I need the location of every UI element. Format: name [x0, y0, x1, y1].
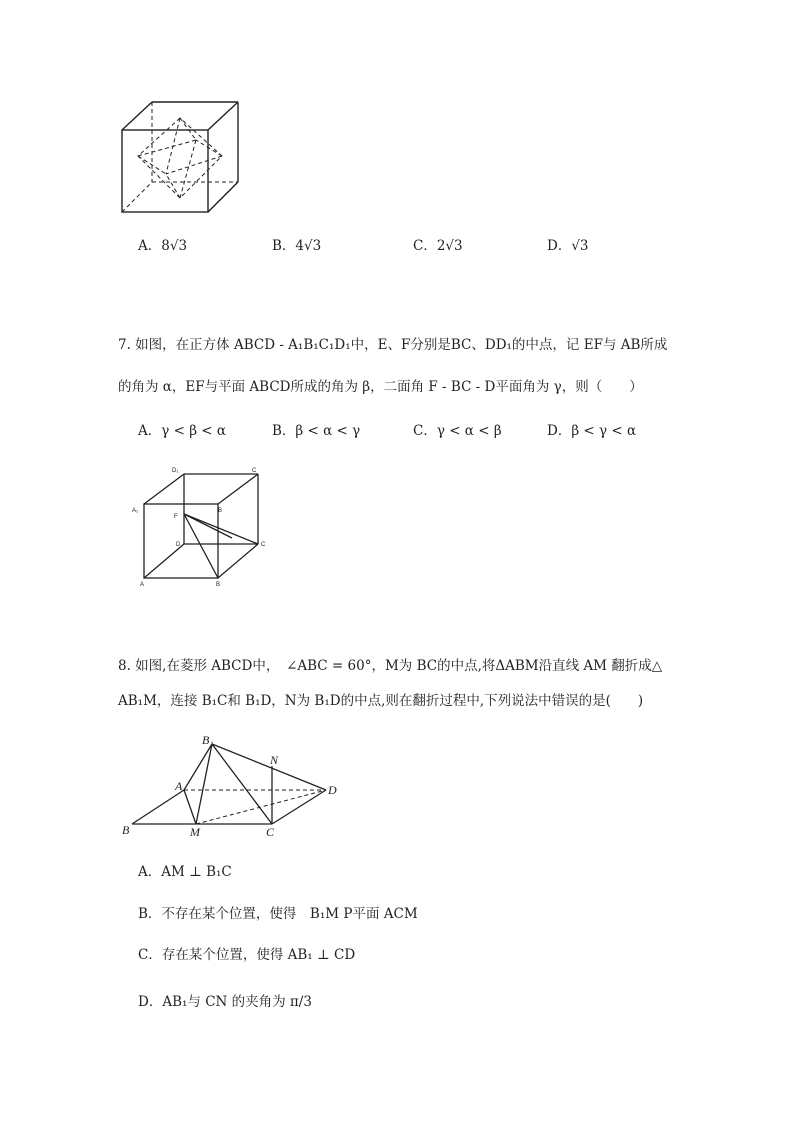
q7-option-d: D．β < γ < α: [547, 423, 637, 439]
q7-label-b: B: [216, 582, 221, 588]
q6-option-b: B．4√3: [272, 238, 322, 254]
q7-label-a: A: [140, 582, 145, 588]
q7-label-a1: A₁: [132, 508, 139, 514]
q8-stem-line2: AB₁M，连接 B₁C和 B₁D，N为 B₁D的中点,则在翻折过程中,下列说法中错误的是( ): [118, 693, 644, 709]
q7-label-d: D: [176, 542, 181, 548]
q6-option-a: A．8√3: [138, 238, 188, 254]
q7-stem-line1: 7. 如图，在正方体 ABCD - A₁B₁C₁D₁中，E、F分别是BC、DD₁的中点，记 EF与 AB所成: [118, 337, 668, 353]
q7-label-c: C: [261, 542, 266, 548]
q7-option-a: A．γ < β < α: [138, 423, 227, 439]
q7-option-c: C．γ < α < β: [413, 423, 502, 439]
q8-option-b: B．不存在某个位置，使得 B₁M P平面 ACM: [138, 906, 418, 922]
q8-rhombus-figure: [118, 730, 348, 840]
q8-option-d: D．AB₁与 CN 的夹角为 π/3: [138, 994, 312, 1010]
q7-label-b1: B: [218, 508, 223, 514]
q6-option-c: C．2√3: [413, 238, 463, 254]
q6-cube-figure: [118, 98, 244, 218]
q8-label-m: M: [190, 825, 200, 839]
q7-cube-figure: [128, 462, 278, 588]
q8-stem-line1: 8. 如图,在菱形 ABCD中， ∠ABC = 60°，M为 BC的中点,将ΔABM沿直线 AM 翻折成△: [118, 658, 663, 674]
q8-option-c: C．存在某个位置，使得 AB₁ ⊥ CD: [138, 947, 356, 963]
q7-label-c1: C: [252, 468, 257, 474]
q7-label-f: F: [174, 514, 178, 520]
q6-option-d: D．√3: [547, 238, 589, 254]
q8-label-c: C: [266, 825, 275, 839]
q8-label-b1: B₁: [202, 733, 214, 747]
q8-label-b: B: [122, 823, 130, 837]
q7-label-d1: D₁: [172, 468, 179, 474]
q7-option-b: B．β < α < γ: [272, 423, 361, 439]
q7-stem-line2: 的角为 α，EF与平面 ABCD所成的角为 β，二面角 F - BC - D平面角为 γ，则（ ）: [118, 379, 643, 395]
q8-option-a: A．AM ⊥ B₁C: [138, 864, 232, 880]
q8-label-n: N: [270, 753, 279, 767]
q8-label-d: D: [328, 783, 337, 797]
q8-label-a: A: [175, 779, 183, 793]
